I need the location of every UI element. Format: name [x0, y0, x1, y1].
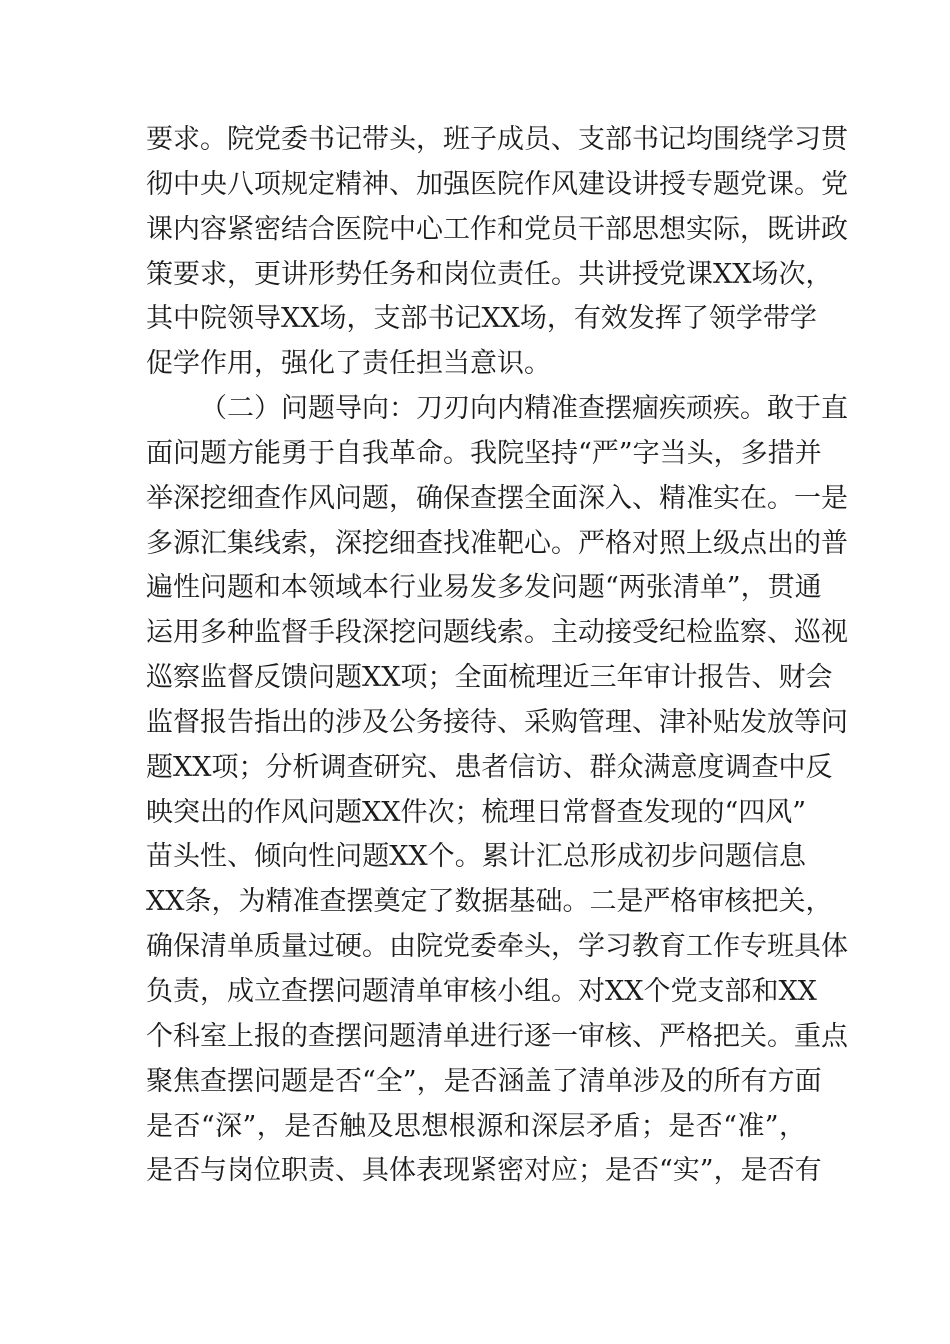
text-line: 策要求，更讲形势任务和岗位责任。共讲授党课XX场次，	[146, 259, 833, 290]
text-line: 课内容紧密结合医院中心工作和党员干部思想实际，既讲政	[146, 214, 848, 245]
section-heading-line: （二）问题导向：刀刃向内精准查摆痼疾顽疾。敢于直	[200, 393, 848, 424]
text-line: 题XX项；分析调查研究、患者信访、群众满意度调查中反	[146, 752, 833, 783]
text-line: 映突出的作风问题XX件次；梳理日常督查发现的“四风”	[146, 797, 807, 828]
text-line: 监督报告指出的涉及公务接待、采购管理、津补贴发放等问	[146, 707, 848, 738]
text-line: 确保清单质量过硬。由院党委牵头，学习教育工作专班具体	[146, 931, 848, 962]
text-line: 要求。院党委书记带头，班子成员、支部书记均围绕学习贯	[146, 124, 848, 155]
text-line: 个科室上报的查摆问题清单进行逐一审核、严格把关。重点	[146, 1021, 848, 1052]
text-line: XX条，为精准查摆奠定了数据基础。二是严格审核把关，	[146, 886, 833, 917]
text-line: 聚焦查摆问题是否“全”，是否涵盖了清单涉及的所有方面	[146, 1066, 822, 1097]
text-line: 遍性问题和本领域本行业易发多发问题“两张清单”，贯通	[146, 572, 822, 603]
text-line: 是否“深”，是否触及思想根源和深层矛盾；是否“准”，	[146, 1111, 806, 1142]
text-line: 促学作用，强化了责任担当意识。	[146, 348, 551, 379]
text-line: 巡察监督反馈问题XX项；全面梳理近三年审计报告、财会	[146, 662, 833, 693]
text-line: 其中院领导XX场，支部书记XX场，有效发挥了领学带学	[146, 303, 817, 334]
text-line: 苗头性、倾向性问题XX个。累计汇总形成初步问题信息	[146, 841, 806, 872]
text-line: 运用多种监督手段深挖问题线索。主动接受纪检监察、巡视	[146, 617, 848, 648]
text-line: 是否与岗位职责、具体表现紧密对应；是否“实”，是否有	[146, 1155, 822, 1186]
text-line: 举深挖细查作风问题，确保查摆全面深入、精准实在。一是	[146, 483, 848, 514]
text-line: 负责，成立查摆问题清单审核小组。对XX个党支部和XX	[146, 976, 817, 1007]
text-line: 多源汇集线索，深挖细查找准靶心。严格对照上级点出的普	[146, 528, 848, 559]
text-line: 面问题方能勇于自我革命。我院坚持“严”字当头，多措并	[146, 438, 822, 469]
text-line: 彻中央八项规定精神、加强医院作风建设讲授专题党课。党	[146, 169, 848, 200]
